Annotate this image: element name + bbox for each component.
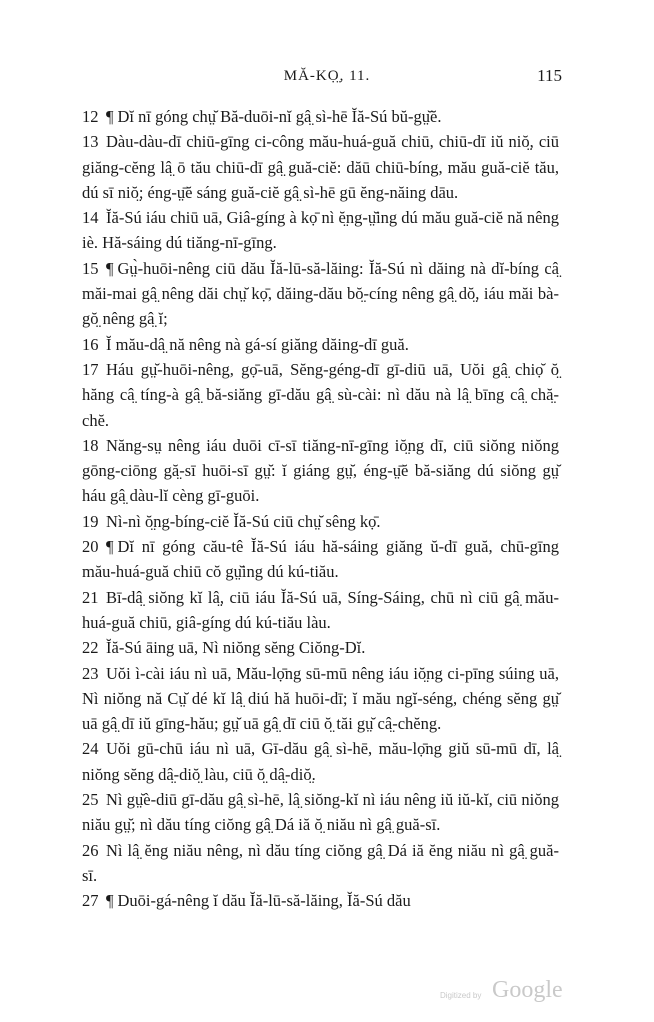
verse — [82, 534, 559, 585]
verse-text: Dĭ nī góng cău-tê Ĭă-Sú iáu hă-sáing giăng ŭ-dī guă, chū-gīng mău-huá-guă chiū cŏ gṳ̆ing dú kú-tiău. — [82, 537, 559, 582]
verse-number: 12 — [82, 107, 99, 126]
verse — [82, 129, 559, 205]
verse-text: Uŏi gū-chū iáu nì uā, Gī-dău gâ̤ sì-hē, mău-lọ̄ng giŭ sū-mū dī, lâ̤ niŏng sĕng dâ̤-diŏ̤ làu, ciū ŏ̤ dâ̤-diŏ̤. — [82, 739, 559, 784]
verse — [82, 585, 559, 636]
verse-text: Nì gṳ̆è-diū gī-dău gâ̤ sì-hē, lâ̤ siŏng-kĭ nì iáu nêng iŭ iŭ-kĭ, ciū niŏng niău gṳ̆; nì dău tíng ciŏng gâ̤ Dá iă ŏ̤ niău nì gâ̤ guă-sī. — [82, 790, 559, 835]
verse-number: 23 — [82, 663, 99, 683]
verse-text: Ĭă-Sú āing uā, Nì niŏng sĕng Ciŏng-Dĭ. — [106, 638, 366, 658]
verse-number: 19 — [82, 511, 99, 531]
verse-number: 13 — [82, 132, 99, 152]
paragraph-mark: ¶ — [106, 891, 114, 911]
verse-number: 20 — [82, 537, 99, 557]
google-watermark — [440, 977, 590, 1007]
verse-text: Duōi-gá-nêng ĭ dău Ĭă-lū-să-lăing, Ĭă-Sú dău — [117, 891, 411, 911]
verse-number: 22 — [82, 638, 99, 658]
verse — [82, 332, 559, 357]
verse-number: 14 — [82, 208, 99, 228]
verse-text: Bī-dâ̤ siŏng kĭ lâ̤, ciū iáu Ĭă-Sú uā, Síng-Sáing, chū nì ciū gâ̤ mău-huá-guă chiū, giâ-gíng dú kú-tiău làu. — [82, 587, 559, 632]
verse-number: 24 — [82, 739, 99, 759]
paragraph-mark: ¶ — [106, 537, 114, 557]
verse-number: 21 — [82, 587, 99, 607]
verse — [82, 256, 559, 332]
page-number: 115 — [537, 66, 562, 85]
verse — [82, 661, 559, 737]
verse — [82, 433, 559, 509]
page-header — [92, 66, 562, 92]
verse-text: Ĭ mău-dâ̤ nă nêng nà gá-sí giăng dăing-dī guă. — [106, 334, 409, 354]
verse — [82, 787, 559, 838]
verse-number: 17 — [82, 359, 99, 379]
scripture-text — [82, 104, 559, 914]
verse-text: Năng-sṳ nêng iáu duōi cī-sī tiăng-nī-gīng iŏ̤ng dī, ciū siŏng niŏng gōng-ciōng gă̤-sī huōi-sī gṳ̆: ĭ giáng gṳ̆, éng-ṳ̄ĕ bă-siăng dú siŏng gṳ̆ háu gâ̤ dàu-lĭ cèng gī-guōi. — [82, 435, 559, 506]
verse-number: 26 — [82, 840, 99, 860]
verse — [82, 509, 559, 534]
verse-number: 25 — [82, 790, 99, 810]
running-head: MĂ-KỌ̤, 11. — [283, 68, 371, 84]
verse — [82, 736, 559, 787]
verse — [82, 888, 559, 913]
verse — [82, 838, 559, 889]
verse-number: 15 — [82, 258, 99, 278]
verse-text: Ĭă-Sú iáu chiū uā, Giâ-gíng à kọ̄ nì ĕ̤ng-ṳ̆ing dú mău guă-ciĕ nă nêng iè. Hă-sáing dú tiăng-nī-gīng. — [82, 208, 559, 253]
verse-text: Nì-nì ŏ̤ng-bíng-ciĕ Ĭă-Sú ciū chṳ̆ sêng kọ̄. — [106, 511, 381, 531]
verse — [82, 635, 559, 660]
verse-text: Dàu-dàu-dī chiū-gīng ci-công mău-huá-guă chiū, chiū-dī iŭ niŏ̤, ciū giăng-cĕng lâ̤ ō tău chiū-dī gâ̤ guă-ciĕ: dăū chiū-bíng, mău guă-ciĕ tău, dú sī niŏ̤; éng-ṳ̄ĕ sáng guă-ciĕ gâ̤ sì-hē gū ĕng-năing dāu. — [82, 132, 559, 202]
verse-text: Uŏi ì-cài iáu nì uā, Mău-lọ̄ng sū-mū nêng iáu iŏ̤ng ci-pīng súing uā, Nì niŏng nă Cṳ̆ dé kĭ lâ̤ diú hă huōi-dī; ĭ mău ngĭ-séng, chéng sĕng gṳ̆ uā gâ̤ dī iŭ gīng-hău; gṳ̆ uā gâ̤ dī ciū ŏ̤ tăi gṳ̆ câ̤-chĕng. — [82, 663, 559, 734]
verse-text: Nì lâ̤ ĕng niău nêng, nì dău tíng ciŏng gâ̤ Dá iă ĕng niău nì gâ̤ guă-sī. — [82, 840, 559, 885]
watermark-digitized-by: Digitized by — [440, 991, 482, 1000]
verse — [82, 205, 559, 256]
verse-text: Dĭ nī góng chṳ̆ Bă-duōi-nĭ gâ̤ sì-hē Ĭă-Sú bŭ-gṳ̆ĕ. — [117, 107, 442, 126]
verse — [82, 104, 559, 129]
verse-number: 18 — [82, 435, 99, 455]
paragraph-mark: ¶ — [106, 107, 114, 126]
verse-number: 16 — [82, 334, 99, 354]
verse-text: Gṳ̀-huōi-nêng ciū dău Ĭă-lū-să-lăing: Ĭă-Sú nì dăing nà dĭ-bíng câ̤ măi-mai gâ̤ nêng dăi chṳ̆ kọ̄, dăing-dău bŏ̤-cíng nêng gâ̤ dŏ̤, iáu măi bà-gŏ̤ nêng gâ̤ ĭ; — [82, 258, 559, 329]
verse — [82, 357, 559, 433]
watermark-google: Google — [492, 977, 563, 1003]
verse-text: Háu gṳ̆-huōi-nêng, gọ̄-uā, Sĕng-géng-dī gī-diū uā, Uŏi gâ̤ chiọ̆ ŏ̤ hăng câ̤ tíng-à gâ̤ bă-siăng gī-dău gâ̤ sù-cài: nì dău nà lâ̤ bīng câ̤ chă̤-chĕ. — [82, 359, 559, 430]
verse-number: 27 — [82, 891, 99, 911]
paragraph-mark: ¶ — [106, 258, 114, 278]
